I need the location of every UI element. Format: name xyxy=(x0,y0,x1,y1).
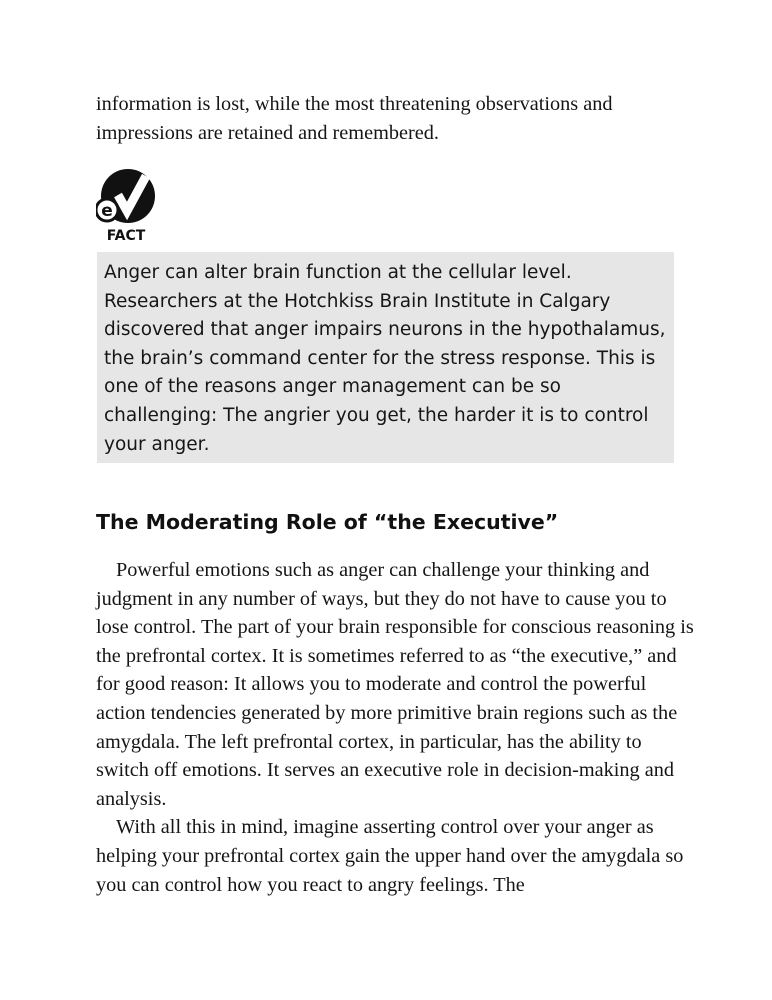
intro-paragraph: information is lost, while the most threatening observations and impressions are retained and remembered. xyxy=(96,93,613,144)
fact-callout: Anger can alter brain function at the cellular level. Researchers at the Hotchkiss Brain Institute in Calgary discovered that anger impairs neurons in the hypothalamus, the brain’s command center for the stress response. This is one of the reasons anger management can be so challenging: The angrier you get, the harder it is to control your anger. xyxy=(97,252,674,463)
section-heading: The Moderating Role of “the Executive” xyxy=(96,510,559,534)
body-paragraph-1: Powerful emotions such as anger can challenge your thinking and judgment in any number of ways, but they do not have to cause you to lose control. The part of your brain responsible for conscious reasoning is the prefrontal cortex. It is sometimes referred to as “the executive,” and for good reason: It allows you to moderate and control the powerful action tendencies generated by more primitive brain regions such as the amygdala. The left prefrontal cortex, in particular, has the ability to switch off emotions. It serves an executive role in decision-making and analysis. xyxy=(96,559,694,810)
body-paragraph-2: With all this in mind, imagine asserting control over your anger as helping your prefrontal cortex gain the upper hand over the amygdala so you can control how you react to angry feelings. The xyxy=(96,816,684,896)
fact-logo xyxy=(96,168,162,244)
svg-text:e: e xyxy=(101,201,113,221)
ev-check-icon xyxy=(96,168,162,244)
section-body xyxy=(96,556,696,899)
fact-label: FACT xyxy=(106,228,146,244)
